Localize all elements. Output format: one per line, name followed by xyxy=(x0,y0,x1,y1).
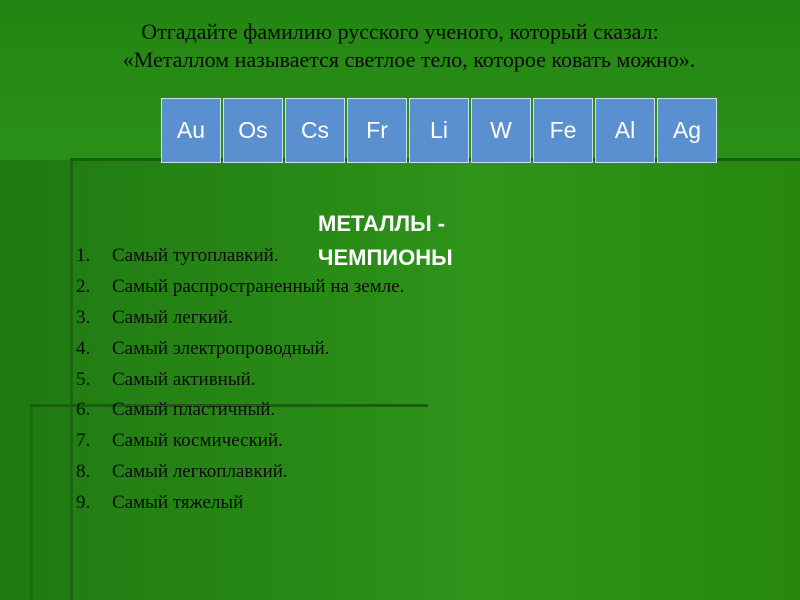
list-item: 5. Самый активный. xyxy=(76,368,256,390)
list-item: 7. Самый космический. xyxy=(76,430,283,452)
element-box: Ag xyxy=(657,98,717,163)
list-item: 8. Самый легкоплавкий. xyxy=(76,461,288,483)
element-box: Os xyxy=(223,98,283,163)
element-box: Au xyxy=(161,98,221,163)
divider-line xyxy=(70,158,73,600)
list-item: 6. Самый пластичный. xyxy=(76,399,276,421)
element-symbols-row xyxy=(161,98,717,163)
list-item: 9. Самый тяжелый xyxy=(76,492,244,514)
divider-line xyxy=(30,404,33,600)
element-box: Fe xyxy=(533,98,593,163)
list-item: 1. Самый тугоплавкий. xyxy=(76,245,279,266)
slide-title xyxy=(0,18,800,74)
champions-list xyxy=(76,241,404,519)
list-item: 4. Самый электропроводный. xyxy=(76,337,330,359)
element-box: W xyxy=(471,98,531,163)
element-box: Cs xyxy=(285,98,345,163)
list-item: 2. Самый распространенный на земле. xyxy=(76,275,405,297)
element-box: Li xyxy=(409,98,469,163)
title-line: Отгадайте фамилию русского ученого, который сказал: xyxy=(141,19,659,44)
element-box: Fr xyxy=(347,98,407,163)
list-item: 3. Самый легкий. xyxy=(76,306,233,328)
section-heading: МЕТАЛЛЫ - ЧЕМПИОНЫ xyxy=(318,211,453,270)
element-box: Al xyxy=(595,98,655,163)
title-quote: «Металлом называется светлое тело, которое ковать можно». xyxy=(122,47,696,72)
